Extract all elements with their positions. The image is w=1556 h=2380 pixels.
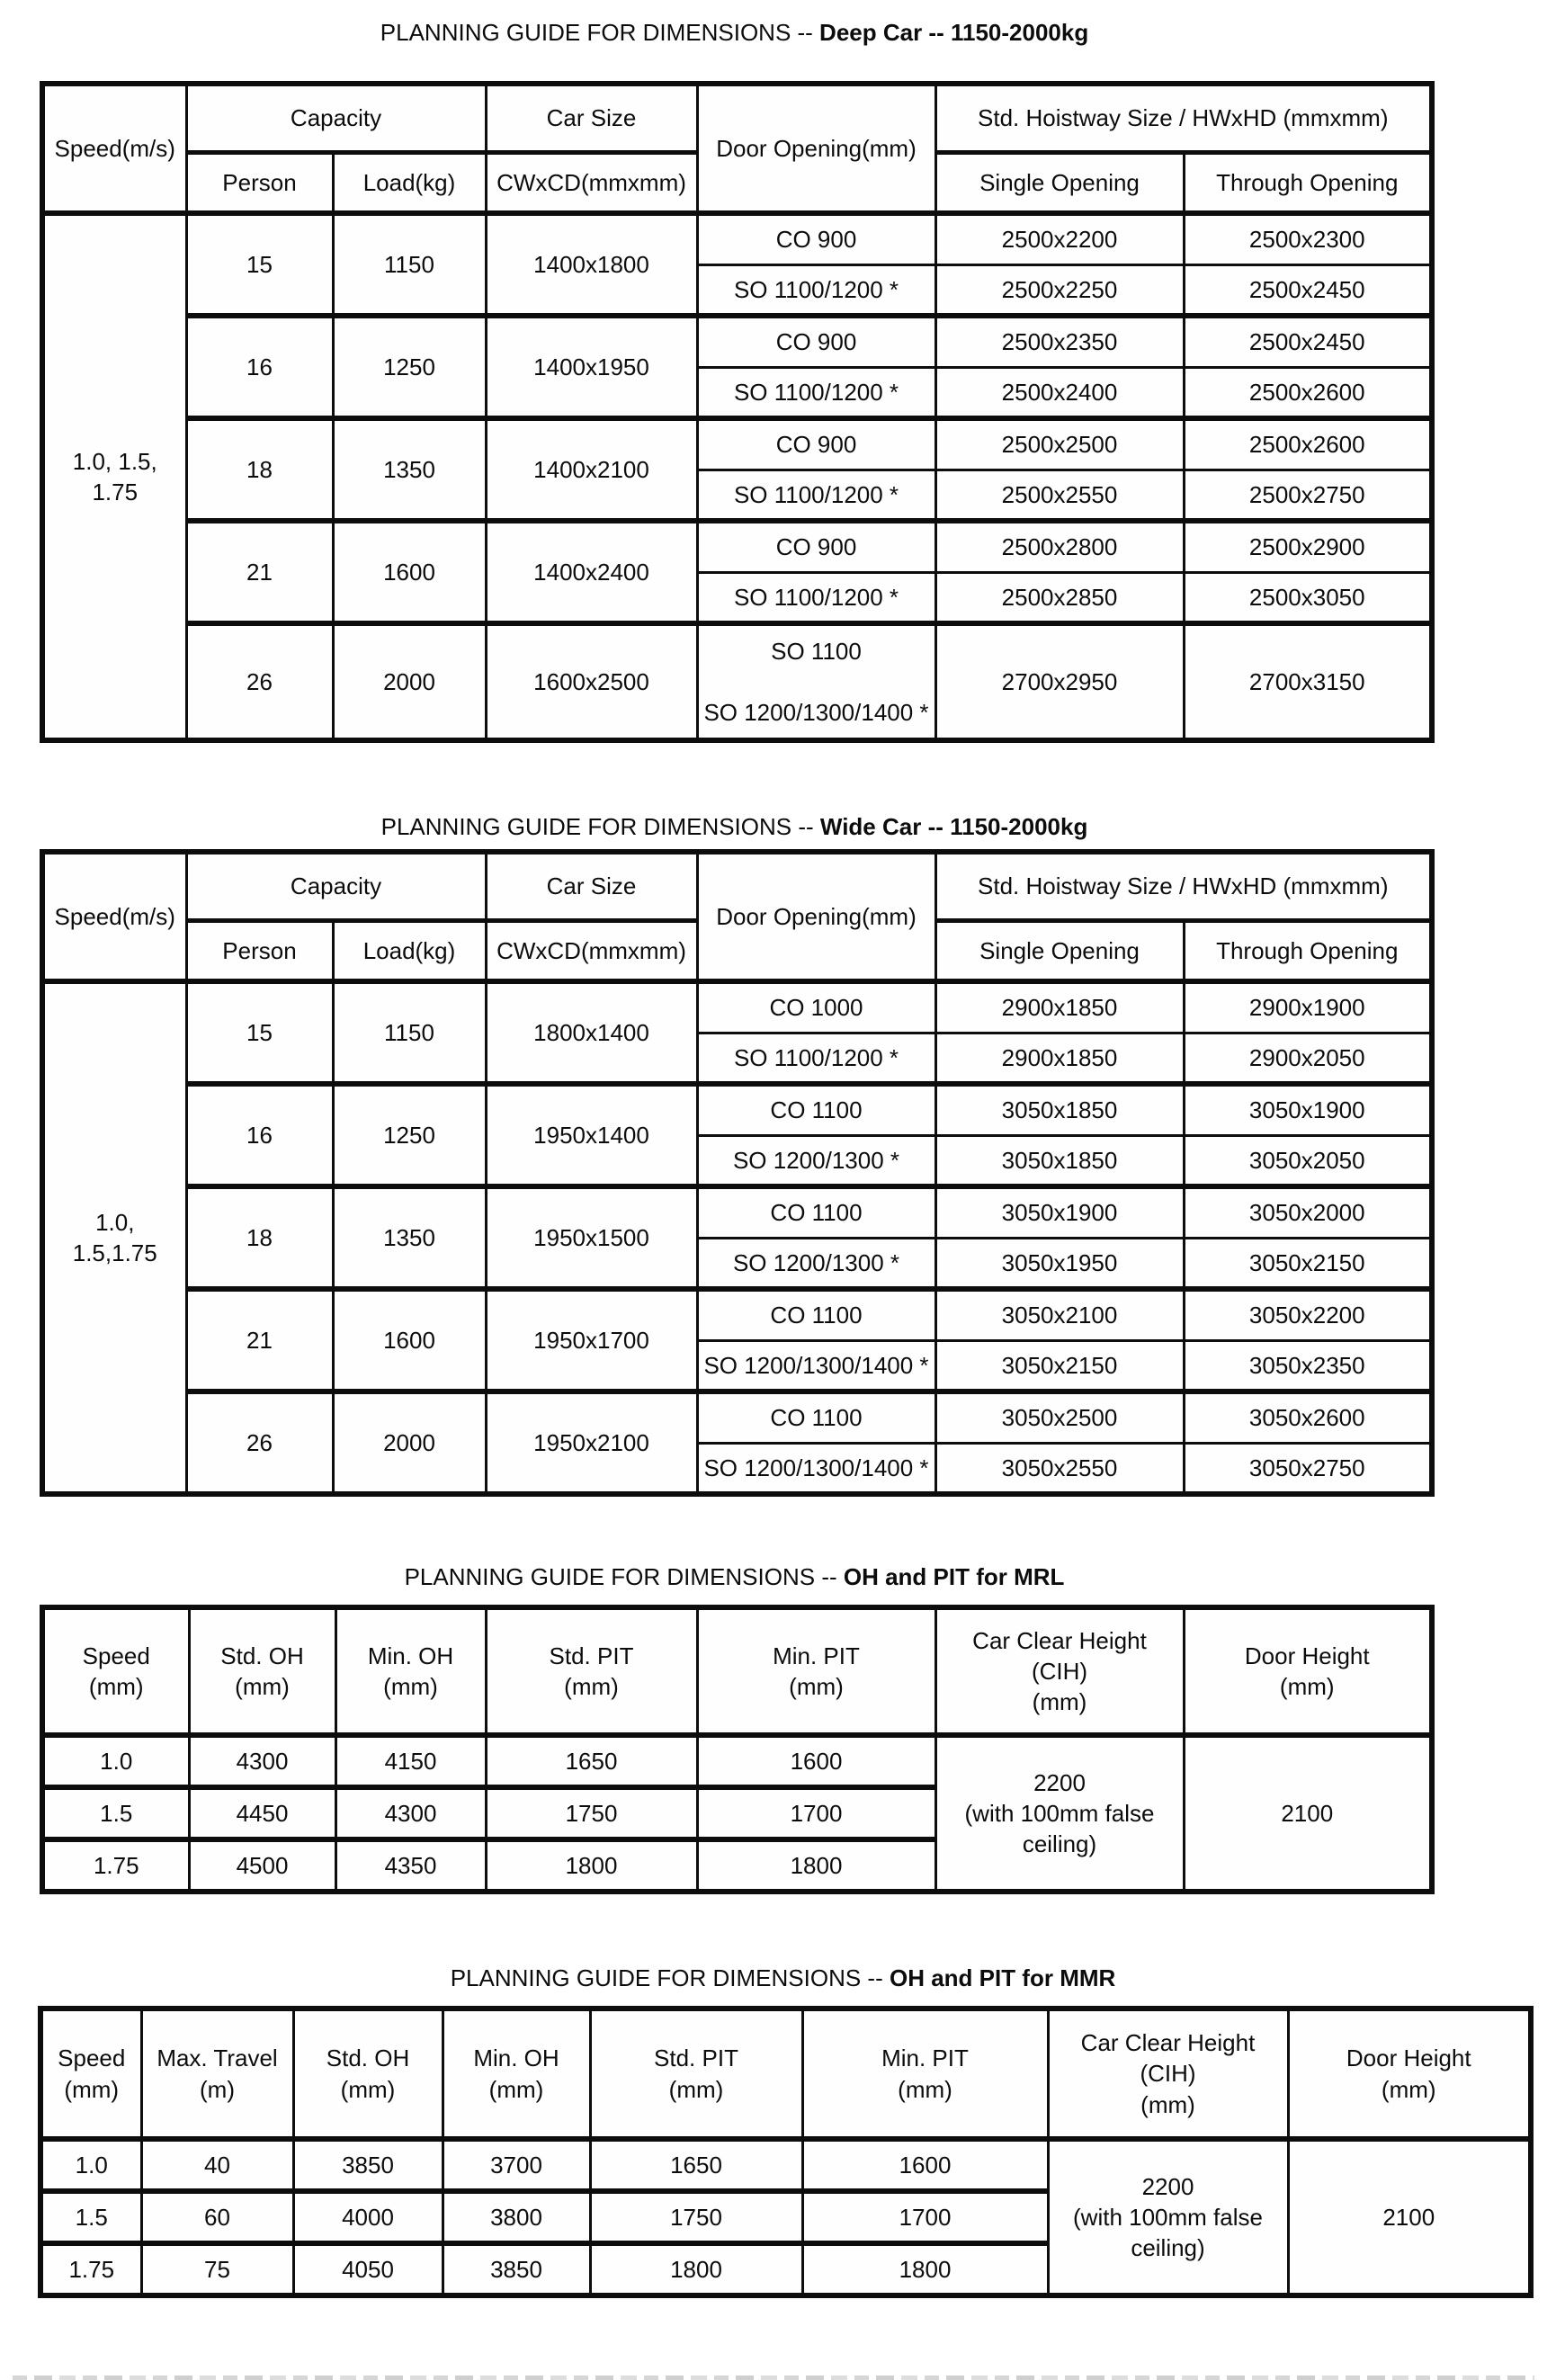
table-cell: 1400x2400 [486,521,697,623]
table-cell: 1750 [590,2191,802,2243]
table-cell: 1.0, 1.5, 1.75 [42,213,186,740]
table-cell: 2500x2450 [1184,316,1432,367]
table-cell: CO 1100 [697,1289,935,1340]
table-cell: 2500x2400 [935,367,1184,418]
header-cell: Person [186,152,333,213]
table-cell: SO 1200/1300 * [697,1238,935,1289]
header-cell: Min. OH (mm) [443,2009,590,2139]
table-cell: 1700 [802,2191,1048,2243]
table-cell: 1250 [333,1084,486,1186]
table-cell: 1600 [333,1289,486,1391]
mmr-table-body [40,2139,1531,2295]
table-cell: 18 [186,418,333,521]
table-cell: 1400x1800 [486,213,697,316]
table-cell: 2500x2750 [1184,470,1432,521]
table-cell: 3050x2150 [1184,1238,1432,1289]
table-cell: 3050x2600 [1184,1391,1432,1443]
table-cell: SO 1100/1200 * [697,367,935,418]
table-cell: 26 [186,623,333,740]
table-cell: 1600 [802,2139,1048,2191]
table-cell: 3050x1900 [935,1186,1184,1238]
header-cell: Speed(m/s) [42,852,186,981]
mrl-table-title [40,1561,1429,1592]
table-cell: 3050x2550 [935,1443,1184,1494]
table-cell: SO 1200/1300 * [697,1135,935,1186]
table-cell: 3050x2750 [1184,1443,1432,1494]
header-cell: CWxCD(mmxmm) [486,920,697,981]
table-cell: CO 900 [697,418,935,470]
table-cell: 2100 [1288,2139,1531,2295]
table-cell: 15 [186,213,333,316]
table-cell: 1700 [697,1787,935,1839]
wide-car-table-header [42,852,1432,981]
header-cell: Std. Hoistway Size / HWxHD (mmxmm) [935,84,1432,152]
table-cell: 2900x1850 [935,1033,1184,1084]
table-cell: 1.0, 1.5,1.75 [42,981,186,1494]
header-cell: Std. OH (mm) [189,1607,335,1735]
header-cell: Std. PIT (mm) [486,1607,697,1735]
table-cell: 4050 [293,2243,443,2295]
table-cell: CO 900 [697,521,935,572]
table-cell: SO 1100/1200 * [697,1033,935,1084]
table-cell: SO 1200/1300/1400 * [697,1340,935,1391]
table-cell: 2500x2300 [1184,213,1432,264]
table-cell: 2900x2050 [1184,1033,1432,1084]
table-cell: 3050x2000 [1184,1186,1432,1238]
table-cell: 26 [186,1391,333,1494]
table-cell: CO 1100 [697,1391,935,1443]
table-cell: 1.0 [42,1735,189,1787]
title-bold: OH and PIT for MRL [843,1563,1065,1590]
table-cell: CO 1100 [697,1084,935,1135]
table-cell: 2500x2800 [935,521,1184,572]
table-cell: 60 [141,2191,293,2243]
table-cell: 2900x1850 [935,981,1184,1033]
table-cell: 1800x1400 [486,981,697,1084]
table-cell: 15 [186,981,333,1084]
table-cell: 2500x2900 [1184,521,1432,572]
wide-car-table-body [42,981,1432,1494]
title-bold: OH and PIT for MMR [889,1964,1116,1991]
mrl-table-header [42,1607,1432,1735]
table-cell: CO 1100 [697,1186,935,1238]
table-cell: 1.75 [40,2243,141,2295]
table-cell: 16 [186,1084,333,1186]
table-cell: SO 1200/1300/1400 * [697,1443,935,1494]
table-cell: 2500x2550 [935,470,1184,521]
table-cell: 18 [186,1186,333,1289]
table-cell: 2500x2850 [935,572,1184,623]
table-cell: 3050x1850 [935,1084,1184,1135]
title-prefix: PLANNING GUIDE FOR DIMENSIONS -- [404,1563,844,1590]
table-cell: 21 [186,1289,333,1391]
table-cell: 2500x2500 [935,418,1184,470]
table-cell: 40 [141,2139,293,2191]
table-cell: SO 1100/1200 * [697,264,935,316]
header-cell: Through Opening [1184,920,1432,981]
table-cell: 1350 [333,1186,486,1289]
table-cell: 2700x2950 [935,623,1184,740]
table-cell: 1250 [333,316,486,418]
table-cell: 4450 [189,1787,335,1839]
header-cell: Door Opening(mm) [697,84,935,213]
table-cell: 3700 [443,2139,590,2191]
mmr-oh-pit-table [38,2006,1534,2298]
table-cell: 2200 (with 100mm false ceiling) [1048,2139,1288,2295]
table-cell: 3850 [293,2139,443,2191]
header-cell: Speed (mm) [40,2009,141,2139]
table-cell: 4350 [335,1839,486,1892]
table-cell: 2500x3050 [1184,572,1432,623]
table-cell: 21 [186,521,333,623]
table-cell: CO 900 [697,316,935,367]
header-cell: CWxCD(mmxmm) [486,152,697,213]
header-cell: Door Height (mm) [1184,1607,1432,1735]
table-cell: 1400x1950 [486,316,697,418]
header-cell: Door Opening(mm) [697,852,935,981]
table-cell: 4500 [189,1839,335,1892]
header-cell: Capacity [186,84,486,152]
deep-car-table [40,81,1435,743]
table-cell: 1400x2100 [486,418,697,521]
table-cell: 1800 [590,2243,802,2295]
table-cell: 2100 [1184,1735,1432,1892]
table-cell: 1950x2100 [486,1391,697,1494]
wide-car-table-title [40,811,1429,842]
cropped-text-remnant [13,2376,1534,2380]
header-cell: Load(kg) [333,920,486,981]
table-cell: 1.5 [40,2191,141,2243]
table-cell: 3050x1950 [935,1238,1184,1289]
table-cell: 1750 [486,1787,697,1839]
table-cell: 2500x2200 [935,213,1184,264]
header-cell: Std. PIT (mm) [590,2009,802,2139]
title-prefix: PLANNING GUIDE FOR DIMENSIONS -- [380,813,820,840]
table-cell: 1600 [697,1735,935,1787]
table-cell: 3800 [443,2191,590,2243]
title-prefix: PLANNING GUIDE FOR DIMENSIONS -- [450,1964,890,1991]
title-bold: Wide Car -- 1150-2000kg [819,813,1088,840]
header-cell: Min. PIT (mm) [697,1607,935,1735]
table-cell: 75 [141,2243,293,2295]
wide-car-table [40,849,1435,1497]
table-cell: 1150 [333,213,486,316]
table-cell: 2900x1900 [1184,981,1432,1033]
header-cell: Capacity [186,852,486,920]
table-cell: CO 1000 [697,981,935,1033]
header-cell: Std. Hoistway Size / HWxHD (mmxmm) [935,852,1432,920]
header-cell: Door Height (mm) [1288,2009,1531,2139]
table-cell: 2000 [333,1391,486,1494]
header-cell: Person [186,920,333,981]
table-cell: 1.5 [42,1787,189,1839]
mrl-table-body [42,1735,1432,1892]
mmr-table-header [40,2009,1531,2139]
table-cell: 4150 [335,1735,486,1787]
table-cell: 1800 [697,1839,935,1892]
table-cell: 2500x2600 [1184,367,1432,418]
table-cell: SO 1100/1200 * [697,572,935,623]
table-cell: 3050x2350 [1184,1340,1432,1391]
table-cell: 3050x2050 [1184,1135,1432,1186]
header-cell: Load(kg) [333,152,486,213]
title-bold: Deep Car -- 1150-2000kg [819,19,1089,46]
table-cell: 16 [186,316,333,418]
header-cell: Speed(m/s) [42,84,186,213]
table-cell: 3050x2200 [1184,1289,1432,1340]
table-cell: 4000 [293,2191,443,2243]
table-cell: SO 1100/1200 * [697,470,935,521]
deep-car-table-header [42,84,1432,213]
table-cell: 2500x2350 [935,316,1184,367]
table-cell: 2500x2600 [1184,418,1432,470]
header-cell: Car Clear Height (CIH) (mm) [935,1607,1184,1735]
header-cell: Std. OH (mm) [293,2009,443,2139]
table-cell: 2200 (with 100mm false ceiling) [935,1735,1184,1892]
header-cell: Through Opening [1184,152,1432,213]
table-cell: 4300 [189,1735,335,1787]
table-cell: 1800 [486,1839,697,1892]
table-cell: 1650 [590,2139,802,2191]
header-cell: Car Size [486,852,697,920]
table-cell: 3050x2150 [935,1340,1184,1391]
table-cell: 3050x2100 [935,1289,1184,1340]
table-cell: 3050x1900 [1184,1084,1432,1135]
table-cell: 1.75 [42,1839,189,1892]
table-cell: 3850 [443,2243,590,2295]
table-cell: 2500x2450 [1184,264,1432,316]
table-cell: 1950x1400 [486,1084,697,1186]
table-cell: 1150 [333,981,486,1084]
header-cell: Min. OH (mm) [335,1607,486,1735]
table-cell: 2700x3150 [1184,623,1432,740]
header-cell: Single Opening [935,152,1184,213]
table-cell: 1950x1500 [486,1186,697,1289]
header-cell: Max. Travel (m) [141,2009,293,2139]
table-cell: 1600 [333,521,486,623]
mmr-table-title [38,1963,1528,1993]
deep-car-table-title [40,17,1429,48]
header-cell: Speed (mm) [42,1607,189,1735]
table-cell: CO 900 [697,213,935,264]
table-cell: 1950x1700 [486,1289,697,1391]
table-cell: 1800 [802,2243,1048,2295]
table-cell: 2500x2250 [935,264,1184,316]
title-prefix: PLANNING GUIDE FOR DIMENSIONS -- [380,19,820,46]
table-cell: 1600x2500 [486,623,697,740]
deep-car-table-body [42,213,1432,740]
table-cell: 1350 [333,418,486,521]
header-cell: Car Size [486,84,697,152]
table-cell: 3050x2500 [935,1391,1184,1443]
header-cell: Car Clear Height (CIH) (mm) [1048,2009,1288,2139]
header-cell: Single Opening [935,920,1184,981]
table-cell: 1.0 [40,2139,141,2191]
header-cell: Min. PIT (mm) [802,2009,1048,2139]
table-cell: 3050x1850 [935,1135,1184,1186]
table-cell: SO 1100 SO 1200/1300/1400 * [697,623,935,740]
mrl-oh-pit-table [40,1605,1435,1894]
table-cell: 4300 [335,1787,486,1839]
table-cell: 2000 [333,623,486,740]
table-cell: 1650 [486,1735,697,1787]
